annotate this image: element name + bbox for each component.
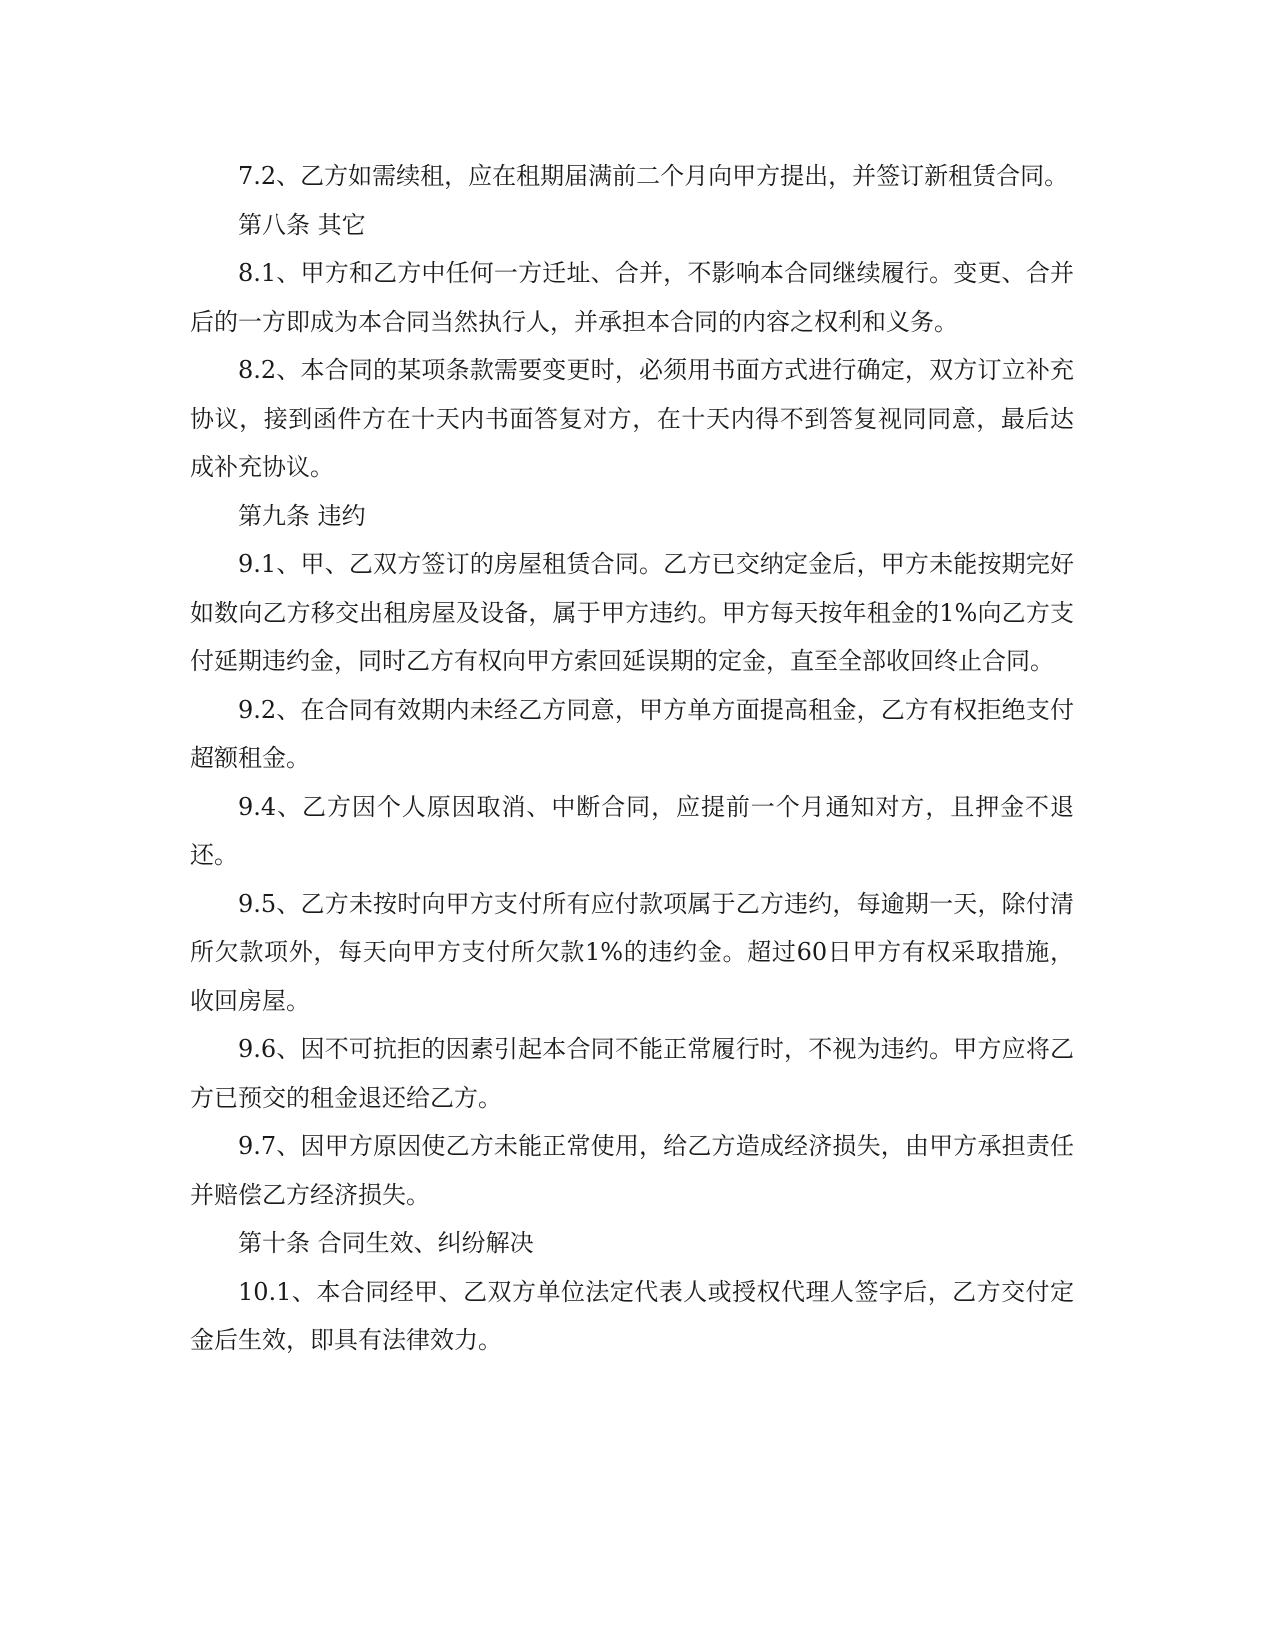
clause-9-4: 9.4、乙方因个人原因取消、中断合同，应提前一个月通知对方，且押金不退还。 — [190, 792, 1074, 869]
clause-7-2: 7.2、乙方如需续租，应在租期届满前二个月向甲方提出，并签订新租赁合同。 — [238, 162, 1069, 190]
clause-8-1: 8.1、甲方和乙方中任何一方迁址、合并，不影响本合同继续履行。变更、合并后的一方即成为本合同当然执行人，并承担本合同的内容之权利和义务。 — [190, 259, 1074, 336]
clause-9-1: 9.1、甲、乙双方签订的房屋租赁合同。乙方已交纳定金后，甲方未能按期完好如数向乙方移交出租房屋及设备，属于甲方违约。甲方每天按年租金的1%向乙方支付延期违约金，同时乙方有权向甲方索回延误期的定金，直至全部收回终止合同。 — [190, 550, 1074, 675]
article-10-heading: 第十条 合同生效、纠纷解决 — [238, 1229, 534, 1257]
document-body — [190, 152, 1074, 1365]
clause-8-2: 8.2、本合同的某项条款需要变更时，必须用书面方式进行确定，双方订立补充协议，接到函件方在十天内书面答复对方，在十天内得不到答复视同同意，最后达成补充协议。 — [190, 356, 1074, 481]
clause-9-2: 9.2、在合同有效期内未经乙方同意，甲方单方面提高租金，乙方有权拒绝支付超额租金。 — [190, 695, 1074, 772]
clause-9-5: 9.5、乙方未按时向甲方支付所有应付款项属于乙方违约，每逾期一天，除付清所欠款项外，每天向甲方支付所欠款1%的违约金。超过60日甲方有权采取措施，收回房屋。 — [190, 889, 1074, 1015]
article-9-heading: 第九条 违约 — [238, 501, 366, 530]
clause-9-7: 9.7、因甲方原因使乙方未能正常使用，给乙方造成经济损失，由甲方承担责任并赔偿乙方经济损失。 — [190, 1132, 1074, 1209]
clause-9-6: 9.6、因不可抗拒的因素引起本合同不能正常履行时，不视为违约。甲方应将乙方已预交的租金退还给乙方。 — [190, 1035, 1074, 1112]
article-8-heading: 第八条 其它 — [238, 210, 366, 239]
clause-10-1: 10.1、本合同经甲、乙双方单位法定代表人或授权代理人签字后，乙方交付定金后生效，即具有法律效力。 — [190, 1277, 1074, 1354]
